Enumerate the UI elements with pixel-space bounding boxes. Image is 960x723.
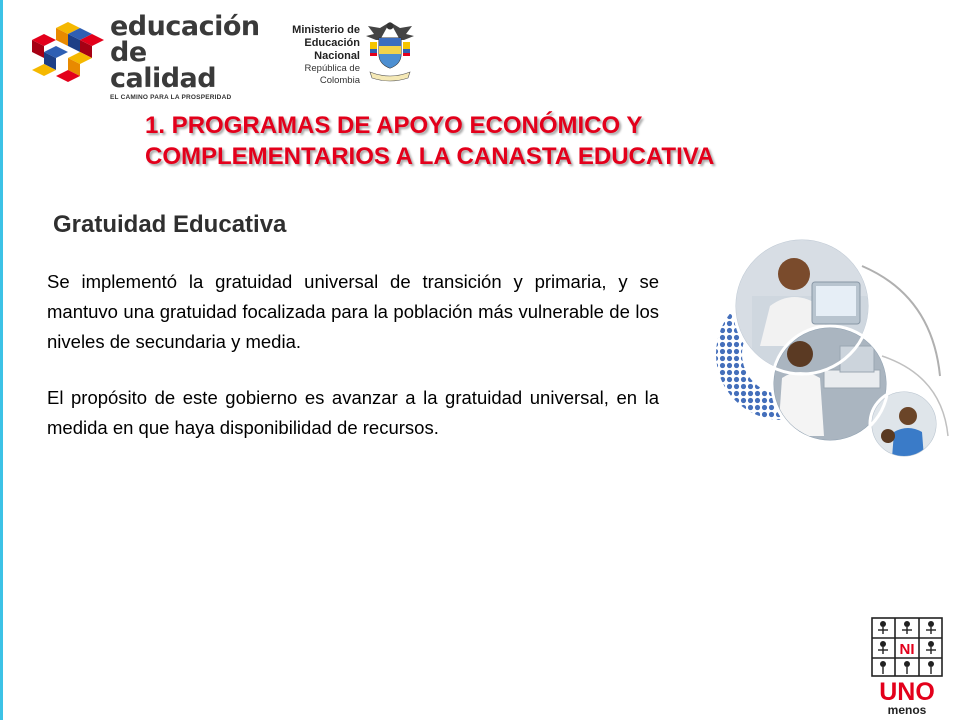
ni-uno-menos-word-3: menos <box>887 703 927 717</box>
paragraph: El propósito de este gobierno es avanzar a la gratuidad universal, en la medida en que haya disponibilidad de recursos. <box>47 387 659 438</box>
ministry-name <box>266 24 360 87</box>
educacion-de-calidad-logo <box>30 11 260 101</box>
logo-text-line-2: de calidad <box>110 37 217 94</box>
ni-uno-menos-logo <box>868 614 946 718</box>
ministry-line-2: Educación Nacional <box>304 37 360 62</box>
logo-text-line-1: educación <box>110 11 260 42</box>
cubes-logo-icon <box>30 20 106 84</box>
section-heading: Gratuidad Educativa <box>53 211 287 238</box>
logo-tagline: EL CAMINO PARA LA PROSPERIDAD <box>110 94 232 101</box>
ni-uno-menos-word-2: UNO <box>879 678 935 706</box>
slide-title-line-1: 1. PROGRAMAS DE APOYO ECONÓMICO Y <box>145 112 643 139</box>
slide-title-line-2: COMPLEMENTARIOS A LA CANASTA EDUCATIVA <box>145 143 715 170</box>
ni-uno-menos-word-1: NI <box>899 641 915 658</box>
ni-uno-menos-figures-icon <box>868 614 946 718</box>
ministry-line-1: Ministerio de <box>292 24 360 36</box>
colombia-coat-of-arms-icon <box>362 18 418 84</box>
left-edge-rule <box>0 0 3 720</box>
ministry-line-3: República de Colombia <box>304 63 360 86</box>
students-photo-collage <box>712 236 952 460</box>
slide-title <box>145 110 905 172</box>
body-text <box>47 267 659 469</box>
paragraph: Se implementó la gratuidad universal de transición y primaria, y se mantuvo una gratuidad focalizada para la población más vulnerable de los niveles de secundaria y media. <box>47 271 659 352</box>
